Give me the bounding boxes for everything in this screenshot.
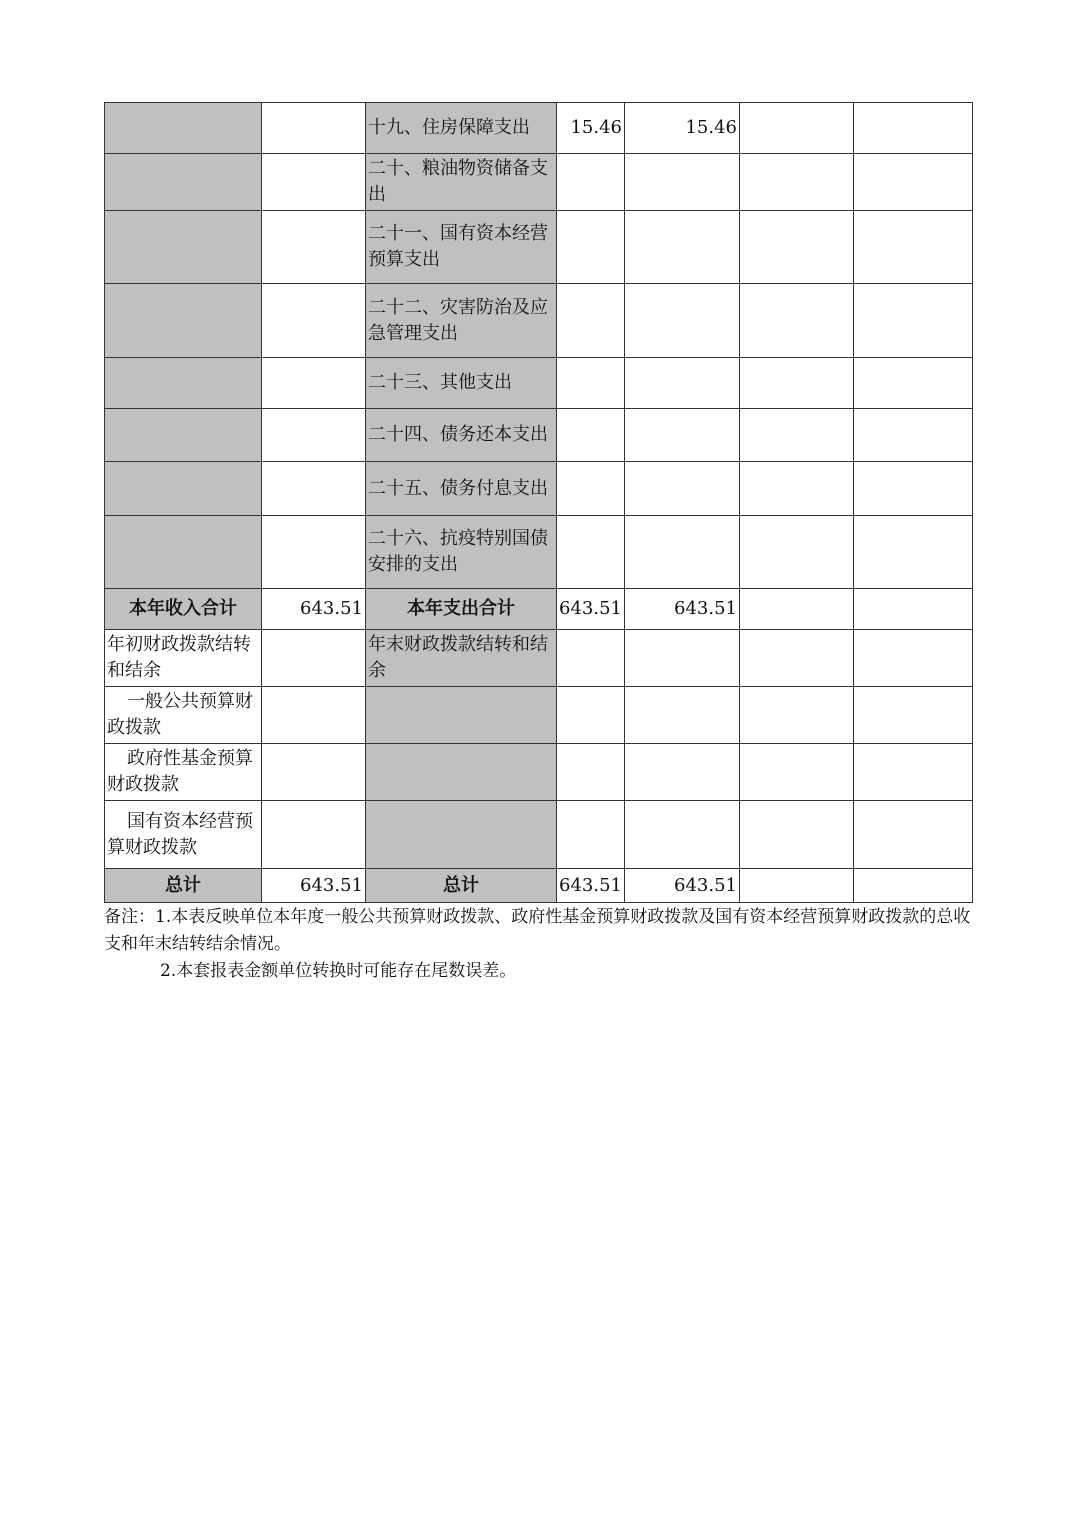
general-budget-cell [625, 358, 740, 409]
gov-fund-cell [740, 516, 854, 589]
annual-expense-total-label: 本年支出合计 [366, 589, 557, 630]
income-amount-cell [262, 409, 366, 462]
income-label-cell [105, 462, 262, 516]
expense-total-cell: 15.46 [557, 103, 625, 154]
gov-fund-cell [740, 687, 854, 744]
soe-budget-cell [854, 687, 973, 744]
grand-total-expense-label: 总计 [366, 869, 557, 903]
grand-total-row [105, 869, 973, 903]
table-row [105, 409, 973, 462]
expense-total-cell [557, 409, 625, 462]
soe-budget-cell [854, 358, 973, 409]
soe-budget-cell [854, 744, 973, 801]
general-budget-cell [625, 211, 740, 284]
table-row [105, 687, 973, 744]
expense-label-cell: 二十三、其他支出 [366, 358, 557, 409]
table-row [105, 103, 973, 154]
note-2: 2.本套报表金额单位转换时可能存在尾数误差。 [160, 961, 517, 981]
grand-total-expense-amount: 643.51 [557, 869, 625, 903]
grand-total-income-label: 总计 [105, 869, 262, 903]
annual-total-row [105, 589, 973, 630]
expense-total-cell [557, 358, 625, 409]
expense-label-cell [366, 744, 557, 801]
income-label-cell [105, 516, 262, 589]
income-label-cell [105, 358, 262, 409]
table-row [105, 211, 973, 284]
expense-total-cell [557, 744, 625, 801]
grand-total-income-amount: 643.51 [262, 869, 366, 903]
income-amount-cell [262, 284, 366, 358]
expense-label-cell [366, 687, 557, 744]
gov-fund-cell [740, 103, 854, 154]
income-amount-cell [262, 103, 366, 154]
income-label-cell [105, 211, 262, 284]
income-amount-cell [262, 801, 366, 869]
income-amount-cell [262, 154, 366, 211]
general-budget-cell [625, 409, 740, 462]
grand-total-gov-fund [740, 869, 854, 903]
expense-total-cell [557, 801, 625, 869]
general-budget-appropriation-label: 一般公共预算财政拨款 [105, 687, 262, 744]
expense-label-cell: 二十五、债务付息支出 [366, 462, 557, 516]
closing-carryover-label: 年末财政拨款结转和结余 [366, 630, 557, 687]
annual-general-budget-amount: 643.51 [625, 589, 740, 630]
soe-budget-cell [854, 630, 973, 687]
opening-carryover-label: 年初财政拨款结转和结余 [105, 630, 262, 687]
soe-budget-cell [854, 284, 973, 358]
annual-income-total-label: 本年收入合计 [105, 589, 262, 630]
soe-budget-cell [854, 211, 973, 284]
gov-fund-cell [740, 358, 854, 409]
note-1: 备注：1.本表反映单位本年度一般公共预算财政拨款、政府性基金预算财政拨款及国有资本经营预算财政拨款的总收支和年末结转结余情况。 [104, 907, 971, 954]
general-budget-cell: 15.46 [625, 103, 740, 154]
grand-total-general-budget: 643.51 [625, 869, 740, 903]
annual-income-total-amount: 643.51 [262, 589, 366, 630]
income-amount-cell [262, 744, 366, 801]
soe-budget-cell [854, 516, 973, 589]
table-row [105, 744, 973, 801]
gov-fund-cell [740, 284, 854, 358]
annual-gov-fund-amount [740, 589, 854, 630]
expense-total-cell [557, 211, 625, 284]
table-notes [104, 904, 976, 985]
fiscal-appropriation-table [104, 102, 973, 903]
gov-fund-cell [740, 154, 854, 211]
gov-fund-cell [740, 211, 854, 284]
table-row [105, 284, 973, 358]
expense-label-cell: 二十、粮油物资储备支出 [366, 154, 557, 211]
gov-fund-cell [740, 409, 854, 462]
income-amount-cell [262, 358, 366, 409]
soe-budget-cell [854, 801, 973, 869]
general-budget-cell [625, 687, 740, 744]
annual-expense-total-amount: 643.51 [557, 589, 625, 630]
general-budget-cell [625, 462, 740, 516]
expense-total-cell [557, 284, 625, 358]
gov-fund-cell [740, 462, 854, 516]
general-budget-cell [625, 284, 740, 358]
grand-total-soe-budget [854, 869, 973, 903]
expense-total-cell [557, 154, 625, 211]
expense-total-cell [557, 687, 625, 744]
expense-total-cell [557, 630, 625, 687]
gov-fund-appropriation-label: 政府性基金预算财政拨款 [105, 744, 262, 801]
general-budget-cell [625, 744, 740, 801]
soe-budget-cell [854, 409, 973, 462]
table-row [105, 462, 973, 516]
soe-budget-cell [854, 462, 973, 516]
table-row [105, 516, 973, 589]
soe-budget-appropriation-label: 国有资本经营预算财政拨款 [105, 801, 262, 869]
carryover-row [105, 630, 973, 687]
soe-budget-cell [854, 103, 973, 154]
expense-label-cell: 二十六、抗疫特别国债安排的支出 [366, 516, 557, 589]
income-amount-cell [262, 630, 366, 687]
gov-fund-cell [740, 744, 854, 801]
expense-label-cell: 二十四、债务还本支出 [366, 409, 557, 462]
general-budget-cell [625, 154, 740, 211]
expense-label-cell: 二十一、国有资本经营预算支出 [366, 211, 557, 284]
income-label-cell [105, 284, 262, 358]
table-row [105, 801, 973, 869]
table-row [105, 154, 973, 211]
income-amount-cell [262, 687, 366, 744]
income-label-cell [105, 103, 262, 154]
income-amount-cell [262, 516, 366, 589]
general-budget-cell [625, 801, 740, 869]
expense-label-cell [366, 801, 557, 869]
annual-soe-budget-amount [854, 589, 973, 630]
gov-fund-cell [740, 801, 854, 869]
general-budget-cell [625, 516, 740, 589]
expense-total-cell [557, 516, 625, 589]
income-amount-cell [262, 462, 366, 516]
expense-total-cell [557, 462, 625, 516]
expense-label-cell: 十九、住房保障支出 [366, 103, 557, 154]
expense-label-cell: 二十二、灾害防治及应急管理支出 [366, 284, 557, 358]
gov-fund-cell [740, 630, 854, 687]
general-budget-cell [625, 630, 740, 687]
income-label-cell [105, 409, 262, 462]
income-amount-cell [262, 211, 366, 284]
table-row [105, 358, 973, 409]
soe-budget-cell [854, 154, 973, 211]
income-label-cell [105, 154, 262, 211]
